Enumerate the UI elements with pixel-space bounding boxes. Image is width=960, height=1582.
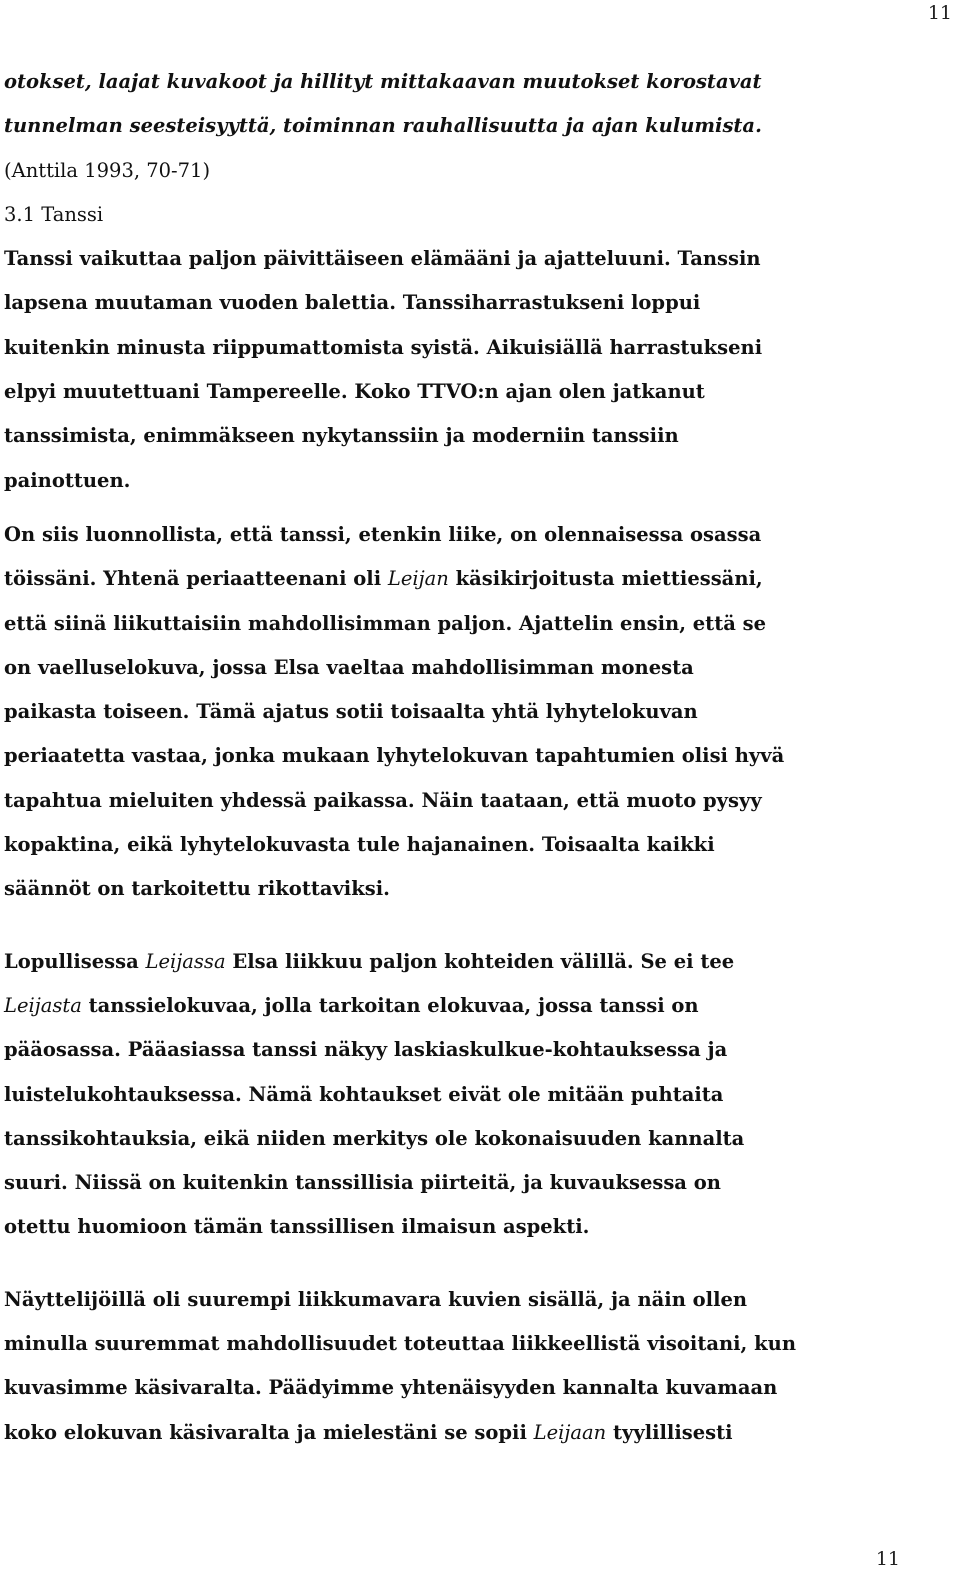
section-heading xyxy=(4,193,904,237)
paragraph-handheld-camera xyxy=(4,1278,904,1455)
text-line: periaatetta vastaa, jonka mukaan lyhytelokuvan tapahtumien olisi hyvä xyxy=(4,744,785,768)
text-segment: koko elokuvan käsivaralta ja mielestäni se sopii xyxy=(4,1420,534,1444)
text-segment: tyylillisesti xyxy=(606,1420,733,1444)
text-line: elpyi muutettuani Tampereelle. Koko TTVO:n ajan olen jatkanut xyxy=(4,380,705,404)
text-line: paikasta toiseen. Tämä ajatus sotii toisaalta yhtä lyhytelokuvan xyxy=(4,700,698,724)
text-line xyxy=(4,557,904,601)
text-segment: töissäni. Yhtenä periaatteenani oli xyxy=(4,567,388,591)
text-line xyxy=(4,984,904,1028)
text-segment: Lopullisessa xyxy=(4,949,146,973)
text-line: säännöt on tarkoitettu rikottaviksi. xyxy=(4,877,390,901)
quote-line: tunnelman seesteisyyttä, toiminnan rauhallisuutta ja ajan kulumista. xyxy=(4,114,762,138)
text-line: Näyttelijöillä oli suurempi liikkumavara kuvien sisällä, ja näin ollen xyxy=(4,1287,748,1311)
film-title: Leijaan xyxy=(533,1420,607,1444)
film-title: Leijan xyxy=(387,567,449,591)
text-line: kuitenkin minusta riippumattomista syistä. Aikuisiällä harrastukseni xyxy=(4,335,763,359)
page-number-bottom: 11 xyxy=(875,1548,900,1570)
document-body xyxy=(4,60,904,1455)
text-line: lapsena muutaman vuoden balettia. Tanssiharrastukseni loppui xyxy=(4,291,701,315)
text-segment: tanssielokuvaa, jolla tarkoitan elokuvaa, jossa tanssi on xyxy=(81,993,699,1017)
text-line: suuri. Niissä on kuitenkin tanssillisia piirteitä, ja kuvauksessa on xyxy=(4,1171,721,1195)
text-line: tanssimista, enimmäkseen nykytanssiin ja moderniin tanssiin xyxy=(4,424,679,448)
text-line xyxy=(4,940,904,984)
text-line: pääosassa. Pääasiassa tanssi näkyy laskiaskulkue-kohtauksessa ja xyxy=(4,1038,728,1062)
block-quote xyxy=(4,60,904,193)
text-segment: käsikirjoitusta miettiessäni, xyxy=(448,567,763,591)
text-line: painottuen. xyxy=(4,468,131,492)
text-line: luistelukohtauksessa. Nämä kohtaukset eivät ole mitään puhtaita xyxy=(4,1082,724,1106)
text-segment: Elsa liikkuu paljon kohteiden välillä. Se ei tee xyxy=(225,949,735,973)
text-line: Tanssi vaikuttaa paljon päivittäiseen elämääni ja ajatteluuni. Tanssin xyxy=(4,247,761,271)
text-line: otettu huomioon tämän tanssillisen ilmaisun aspekti. xyxy=(4,1215,590,1239)
page-number-top: 11 xyxy=(927,2,952,24)
section-heading-text: 3.1 Tanssi xyxy=(4,202,104,226)
text-line: minulla suuremmat mahdollisuudet toteuttaa liikkeellistä visoitani, kun xyxy=(4,1332,796,1356)
text-line: kopaktina, eikä lyhytelokuvasta tule hajanainen. Toisaalta kaikki xyxy=(4,833,715,857)
film-title: Leijasta xyxy=(4,993,82,1017)
paragraph-dance-background xyxy=(4,237,904,503)
text-line xyxy=(4,1411,904,1455)
paragraph-final-film xyxy=(4,940,904,1250)
text-line: että siinä liikuttaisiin mahdollisimman paljon. Ajattelin ensin, että se xyxy=(4,611,767,635)
text-line: kuvasimme käsivaralta. Päädyimme yhtenäisyyden kannalta kuvamaan xyxy=(4,1376,778,1400)
text-line: On siis luonnollista, että tanssi, etenkin liike, on olennaisessa osassa xyxy=(4,522,762,546)
quote-line: otokset, laajat kuvakoot ja hillityt mittakaavan muutokset korostavat xyxy=(4,70,762,93)
text-line: tanssikohtauksia, eikä niiden merkitys ole kokonaisuuden kannalta xyxy=(4,1126,745,1150)
quote-citation: (Anttila 1993, 70-71) xyxy=(4,158,211,182)
film-title: Leijassa xyxy=(145,949,226,973)
paragraph-movement-principle xyxy=(4,513,904,912)
text-line: tapahtua mieluiten yhdessä paikassa. Näin taataan, että muoto pysyy xyxy=(4,788,762,812)
text-line: on vaelluselokuva, jossa Elsa vaeltaa mahdollisimman monesta xyxy=(4,655,694,679)
